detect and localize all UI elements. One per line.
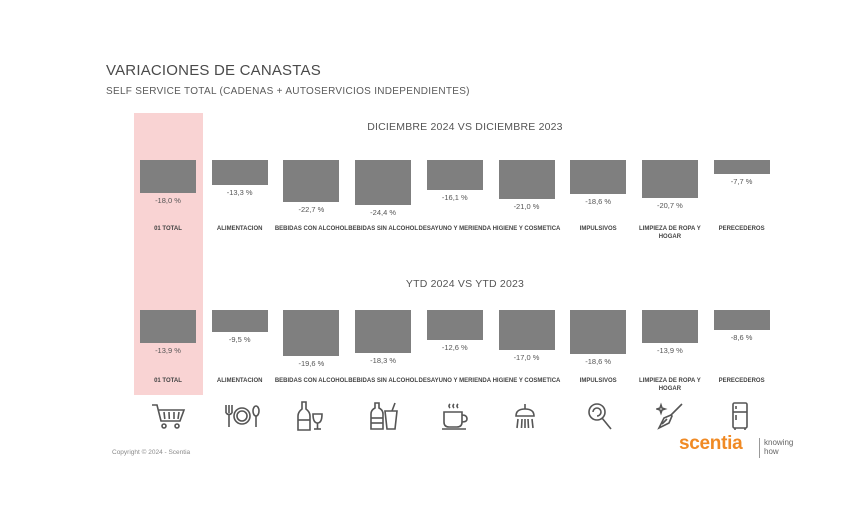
bar-value-label: -22,7 % [298, 204, 325, 214]
bar-1-1 [140, 160, 196, 193]
bar-2-2 [212, 310, 268, 332]
bar-value-label: -16,1 % [441, 192, 468, 202]
logo-tagline [764, 438, 793, 456]
bar-2-9 [714, 310, 770, 330]
bar-1-5 [427, 160, 483, 190]
category-label: 01 TOTAL [154, 378, 182, 384]
bar-value-label: -9,5 % [228, 335, 251, 345]
category-label: DESAYUNO Y MERIENDA [418, 226, 492, 232]
scentia-logo: scentia [679, 433, 743, 454]
category-label: BEBIDAS CON ALCOHOL [274, 378, 348, 384]
category-label: DESAYUNO Y MERIENDA [418, 378, 492, 384]
bar-1-2 [212, 160, 268, 185]
bar-value-label: -12,6 % [441, 342, 468, 352]
category-label: HIGIENE Y COSMETICA [492, 378, 561, 384]
category-label: BEBIDAS SIN ALCOHOL [348, 378, 418, 384]
bar-2-4 [355, 310, 411, 353]
bar-value-label: -20,7 % [656, 201, 683, 211]
bar-value-label: -21,0 % [513, 201, 540, 211]
page-subtitle: SELF SERVICE TOTAL (CADENAS + AUTOSERVICIOS INDEPENDIENTES) [106, 86, 470, 97]
category-label: HIGIENE Y COSMETICA [492, 226, 561, 232]
bar-1-6 [499, 160, 555, 199]
bar-value-label: -13,3 % [226, 187, 253, 197]
category-label: BEBIDAS CON ALCOHOL [274, 226, 348, 232]
bar-2-3 [283, 310, 339, 356]
category-label: LIMPIEZA DE ROPA Y HOGAR [639, 378, 701, 392]
bar-value-label: -24,4 % [370, 208, 397, 217]
bar-2-6 [499, 310, 555, 350]
category-label: PERECEDEROS [718, 226, 765, 232]
plate-cutlery-icon [222, 403, 262, 429]
bar-value-label: -18,0 % [155, 196, 181, 206]
category-label: LIMPIEZA DE ROPA Y HOGAR [639, 226, 701, 240]
category-label: BEBIDAS SIN ALCOHOL [348, 226, 418, 232]
category-label: PERECEDEROS [718, 378, 765, 384]
bar-value-label: -8,6 % [730, 333, 753, 343]
bar-1-9 [714, 160, 770, 174]
shopping-cart-icon [150, 402, 188, 430]
bar-value-label: -13,9 % [656, 345, 683, 355]
page-title: VARIACIONES DE CANASTAS [106, 62, 321, 79]
copyright-text: Copyright © 2024 - Scentia [112, 449, 191, 456]
bar-value-label: -19,6 % [298, 359, 325, 368]
broom-sparkle-icon [656, 401, 686, 431]
bar-1-7 [570, 160, 626, 194]
lollipop-icon [586, 401, 614, 431]
bar-2-5 [427, 310, 483, 340]
bar-2-1 [140, 310, 196, 343]
logo-tagline-line-2: how [764, 447, 779, 456]
bar-value-label: -13,9 % [155, 345, 181, 355]
bar-value-label: -7,7 % [730, 177, 753, 187]
category-label: ALIMENTACION [216, 378, 263, 384]
logo-divider [759, 438, 760, 458]
bar-value-label: -18,6 % [585, 197, 612, 207]
category-label: ALIMENTACION [216, 226, 263, 232]
refrigerator-icon [730, 401, 750, 431]
shower-icon [512, 402, 538, 430]
bar-1-4 [355, 160, 411, 205]
bar-value-label: -17,0 % [513, 352, 540, 362]
bar-value-label: -18,6 % [585, 356, 612, 366]
bar-value-label: -18,3 % [370, 355, 397, 365]
bar-1-3 [283, 160, 339, 202]
logo-tagline-line-1: knowing [764, 438, 794, 447]
coffee-cup-icon [440, 402, 470, 430]
category-label: 01 TOTAL [154, 226, 182, 232]
chart-1-title: DICIEMBRE 2024 VS DICIEMBRE 2023 [367, 121, 563, 133]
chart-2-title: YTD 2024 VS YTD 2023 [405, 278, 525, 290]
bar-2-7 [570, 310, 626, 354]
bar-1-8 [642, 160, 698, 198]
bar-2-8 [642, 310, 698, 343]
category-label: IMPULSIVOS [579, 378, 617, 384]
soda-bottle-cup-icon [368, 401, 400, 431]
category-label: IMPULSIVOS [579, 226, 617, 232]
wine-bottle-glass-icon [294, 400, 324, 432]
